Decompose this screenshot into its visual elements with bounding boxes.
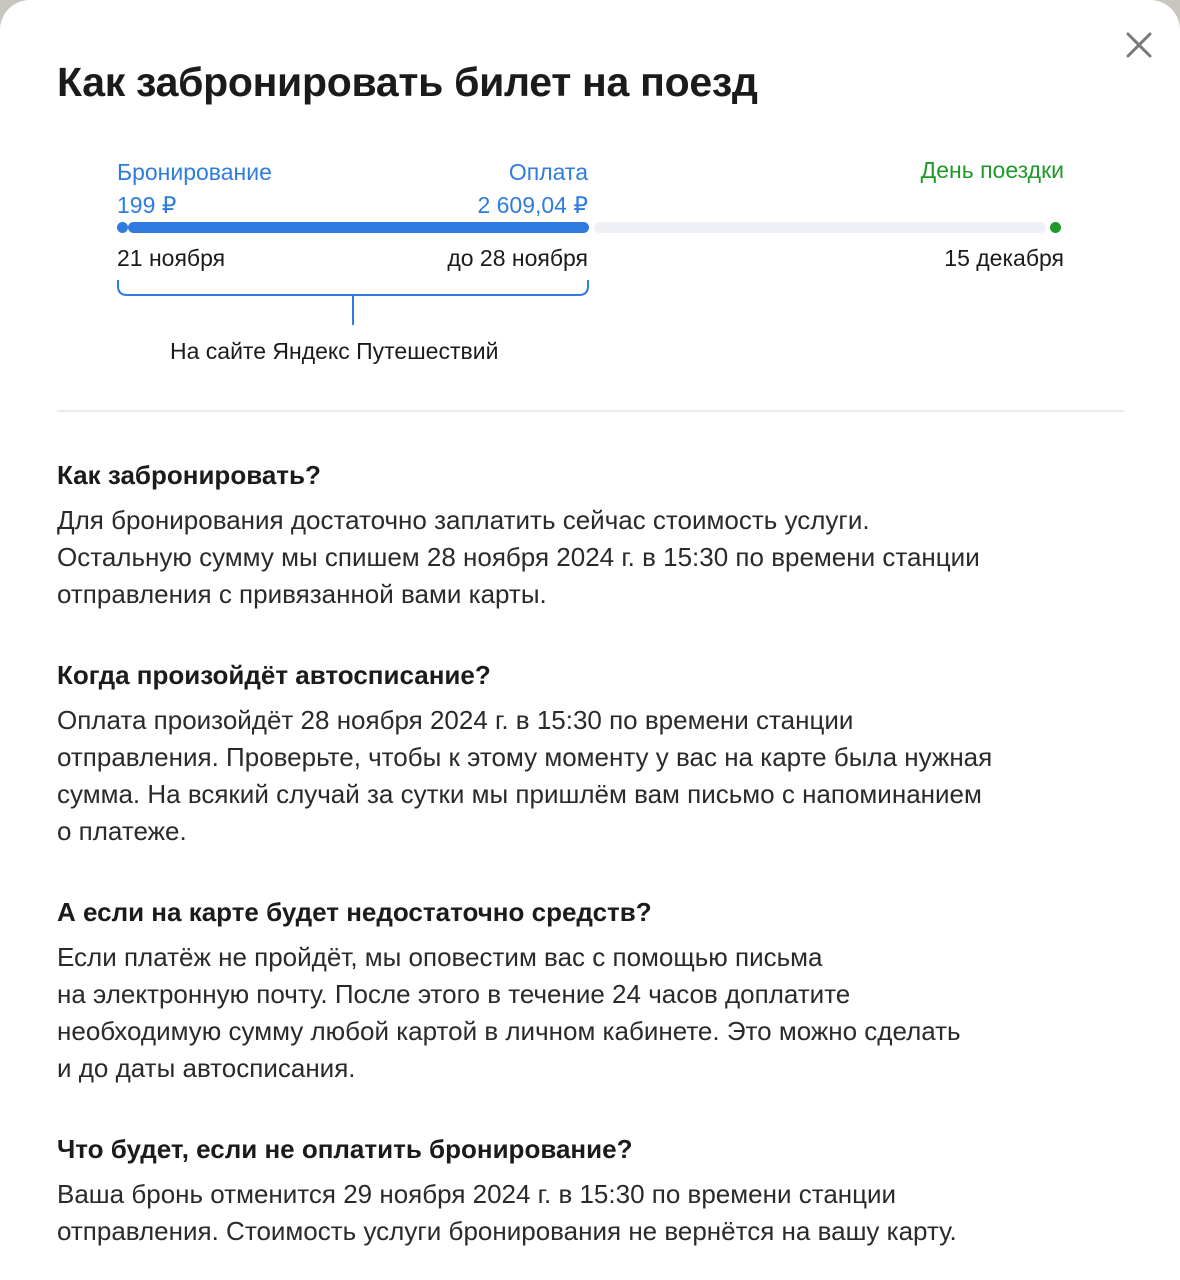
close-button[interactable] — [1120, 26, 1158, 64]
faq-answer-line: и до даты автосписания. — [57, 1053, 356, 1083]
trip-step-date: 15 декабря — [944, 245, 1064, 271]
faq-answer-line: сумма. На всякий случай за сутки мы пришлём вам письмо с напоминанием — [57, 779, 982, 809]
faq-question: А если на карте будет недостаточно средств? — [57, 897, 652, 927]
faq-answer-line: Если платёж не пройдёт, мы оповестим вас с помощью письма — [57, 942, 823, 972]
faq-answer-line: отправления. Проверьте, чтобы к этому моменту у вас на карте была нужная — [57, 742, 993, 772]
modal-title: Как забронировать билет на поезд — [57, 59, 758, 105]
booking-step-date: 21 ноября — [117, 245, 226, 271]
range-bracket — [112, 278, 594, 328]
faq-answer-line: Оплата произойдёт 28 ноября 2024 г. в 15:30 по времени станции — [57, 705, 854, 735]
timeline-start-dot — [117, 222, 128, 233]
faq-answer — [57, 939, 1137, 1087]
payment-step-date: до 28 ноября — [447, 245, 588, 271]
booking-step-label: Бронирование — [117, 159, 272, 185]
faq-question: Когда произойдёт автосписание? — [57, 660, 491, 690]
faq-answer-line: на электронную почту. После этого в течение 24 часов доплатите — [57, 979, 851, 1009]
faq-answer-line: о платеже. — [57, 816, 187, 846]
faq-question: Что будет, если не оплатить бронирование? — [57, 1134, 633, 1164]
faq-answer-line: необходимую сумму любой картой в личном кабинете. Это можно сделать — [57, 1016, 961, 1046]
faq-answer-line: отправления. Стоимость услуги бронирования не вернётся на вашу карту. — [57, 1216, 957, 1246]
faq-answer-line: Для бронирования достаточно заплатить сейчас стоимость услуги. — [57, 505, 870, 535]
booking-step-price: 199 ₽ — [117, 192, 177, 218]
faq-answer-line: отправления с привязанной вами карты. — [57, 579, 547, 609]
faq-answer — [57, 1176, 1137, 1250]
faq-answer — [57, 702, 1137, 850]
timeline-progress — [128, 222, 589, 233]
timeline-track — [594, 222, 1046, 233]
timeline-end-dot — [1050, 222, 1061, 233]
trip-step-label: День поездки — [920, 157, 1064, 183]
close-icon — [1120, 26, 1158, 64]
payment-step-price: 2 609,04 ₽ — [477, 192, 588, 218]
faq-answer-line: Ваша бронь отменится 29 ноября 2024 г. в 15:30 по времени станции — [57, 1179, 897, 1209]
faq-question: Как забронировать? — [57, 460, 321, 490]
faq-answer — [57, 502, 1137, 613]
divider — [57, 410, 1124, 412]
faq-answer-line: Остальную сумму мы спишем 28 ноября 2024 г. в 15:30 по времени станции — [57, 542, 980, 572]
payment-step-label: Оплата — [508, 159, 588, 185]
bracket-caption: На сайте Яндекс Путешествий — [170, 338, 499, 364]
